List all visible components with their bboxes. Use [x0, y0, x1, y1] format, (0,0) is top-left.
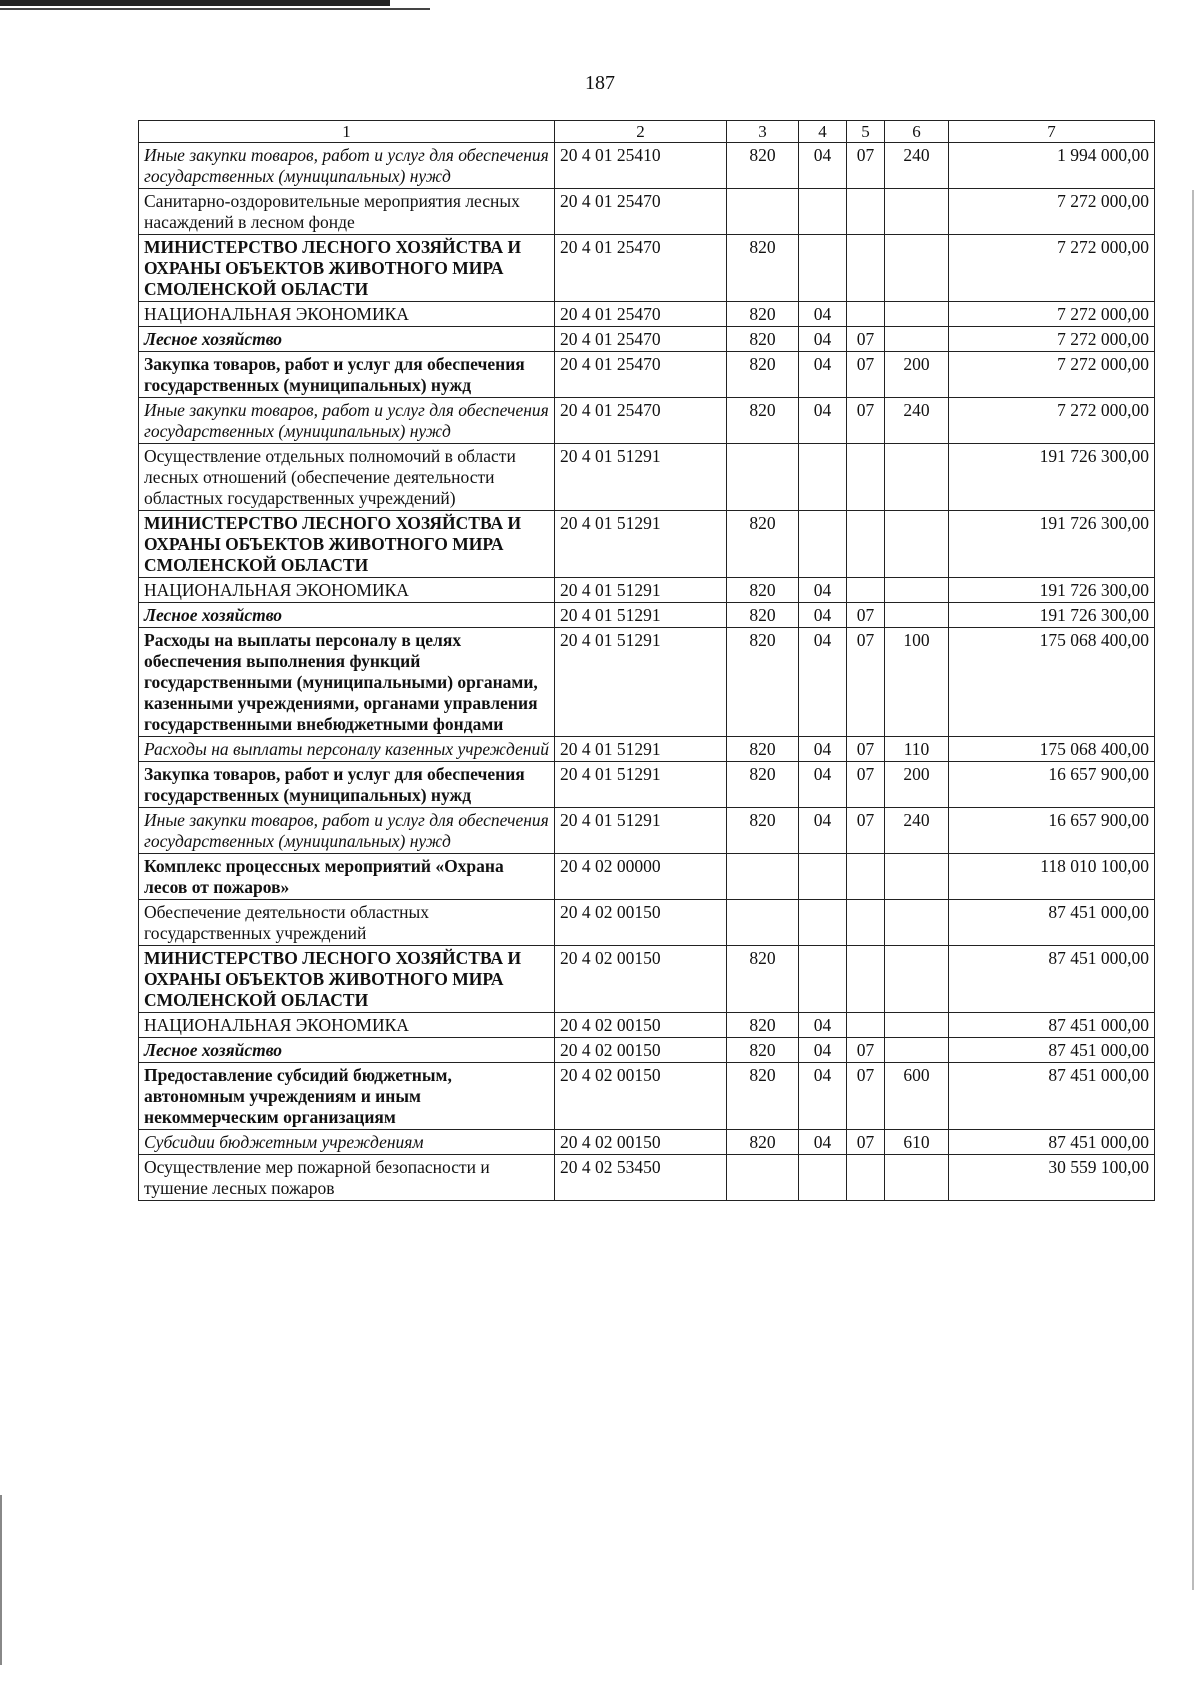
- row-expense-type-cell: [885, 511, 949, 578]
- table-row: [139, 444, 1155, 511]
- row-ministry-code-cell: [727, 189, 799, 235]
- table-row: [139, 1013, 1155, 1038]
- row-code-cell: 20 4 02 00150: [555, 900, 727, 946]
- row-ministry-code-cell: 820: [727, 302, 799, 327]
- row-amount-cell: 175 068 400,00: [949, 628, 1155, 737]
- row-section-cell: 04: [799, 352, 847, 398]
- row-expense-type-cell: 100: [885, 628, 949, 737]
- row-code-cell: 20 4 01 51291: [555, 737, 727, 762]
- row-subsection-cell: 07: [847, 398, 885, 444]
- row-section-cell: 04: [799, 737, 847, 762]
- row-section-cell: [799, 946, 847, 1013]
- row-subsection-cell: 07: [847, 603, 885, 628]
- row-expense-type-cell: [885, 327, 949, 352]
- row-section-cell: 04: [799, 302, 847, 327]
- row-subsection-cell: [847, 946, 885, 1013]
- row-code-cell: 20 4 02 00150: [555, 1038, 727, 1063]
- row-amount-cell: 191 726 300,00: [949, 511, 1155, 578]
- row-expense-type-cell: 110: [885, 737, 949, 762]
- row-section-cell: 04: [799, 628, 847, 737]
- header-col-3: 3: [727, 121, 799, 143]
- row-name-cell: Расходы на выплаты персоналу казенных учреждений: [139, 737, 555, 762]
- table-row: [139, 302, 1155, 327]
- row-ministry-code-cell: 820: [727, 327, 799, 352]
- table-row: [139, 1130, 1155, 1155]
- row-section-cell: 04: [799, 578, 847, 603]
- top-rule-thin: [0, 8, 430, 10]
- row-code-cell: 20 4 02 00150: [555, 1130, 727, 1155]
- row-code-cell: 20 4 02 00000: [555, 854, 727, 900]
- table-row: [139, 1155, 1155, 1201]
- row-ministry-code-cell: 820: [727, 808, 799, 854]
- row-subsection-cell: 07: [847, 143, 885, 189]
- row-amount-cell: 16 657 900,00: [949, 762, 1155, 808]
- row-amount-cell: 16 657 900,00: [949, 808, 1155, 854]
- row-subsection-cell: 07: [847, 352, 885, 398]
- row-ministry-code-cell: 820: [727, 1130, 799, 1155]
- table-row: [139, 1063, 1155, 1130]
- row-amount-cell: 7 272 000,00: [949, 235, 1155, 302]
- table-row: [139, 235, 1155, 302]
- row-expense-type-cell: [885, 1155, 949, 1201]
- row-subsection-cell: 07: [847, 1130, 885, 1155]
- row-section-cell: 04: [799, 1038, 847, 1063]
- table-row: [139, 628, 1155, 737]
- row-ministry-code-cell: 820: [727, 1013, 799, 1038]
- row-name-cell: Комплекс процессных мероприятий «Охрана лесов от пожаров»: [139, 854, 555, 900]
- row-subsection-cell: [847, 302, 885, 327]
- row-subsection-cell: 07: [847, 1038, 885, 1063]
- row-code-cell: 20 4 01 51291: [555, 511, 727, 578]
- table-row: [139, 762, 1155, 808]
- budget-table: [138, 120, 1155, 1201]
- row-expense-type-cell: 600: [885, 1063, 949, 1130]
- row-code-cell: 20 4 01 51291: [555, 603, 727, 628]
- row-ministry-code-cell: 820: [727, 1038, 799, 1063]
- page-number: 187: [585, 72, 615, 94]
- row-subsection-cell: [847, 1155, 885, 1201]
- row-section-cell: 04: [799, 398, 847, 444]
- row-ministry-code-cell: [727, 444, 799, 511]
- row-name-cell: Лесное хозяйство: [139, 327, 555, 352]
- row-code-cell: 20 4 02 00150: [555, 946, 727, 1013]
- row-section-cell: 04: [799, 603, 847, 628]
- row-name-cell: Санитарно-оздоровительные мероприятия лесных насаждений в лесном фонде: [139, 189, 555, 235]
- row-name-cell: Иные закупки товаров, работ и услуг для обеспечения государственных (муниципальных) нужд: [139, 398, 555, 444]
- row-amount-cell: 87 451 000,00: [949, 1063, 1155, 1130]
- row-code-cell: 20 4 01 25470: [555, 235, 727, 302]
- row-name-cell: МИНИСТЕРСТВО ЛЕСНОГО ХОЗЯЙСТВА И ОХРАНЫ ОБЪЕКТОВ ЖИВОТНОГО МИРА СМОЛЕНСКОЙ ОБЛАСТИ: [139, 235, 555, 302]
- header-col-4: 4: [799, 121, 847, 143]
- row-name-cell: МИНИСТЕРСТВО ЛЕСНОГО ХОЗЯЙСТВА И ОХРАНЫ ОБЪЕКТОВ ЖИВОТНОГО МИРА СМОЛЕНСКОЙ ОБЛАСТИ: [139, 511, 555, 578]
- row-subsection-cell: 07: [847, 737, 885, 762]
- row-subsection-cell: [847, 854, 885, 900]
- row-code-cell: 20 4 01 25470: [555, 327, 727, 352]
- row-amount-cell: 7 272 000,00: [949, 189, 1155, 235]
- row-section-cell: [799, 900, 847, 946]
- row-ministry-code-cell: 820: [727, 762, 799, 808]
- row-ministry-code-cell: 820: [727, 511, 799, 578]
- row-name-cell: Обеспечение деятельности областных государственных учреждений: [139, 900, 555, 946]
- table-row: [139, 900, 1155, 946]
- scan-edge-line: [1192, 190, 1194, 1590]
- table-header-row: [139, 121, 1155, 143]
- row-expense-type-cell: [885, 302, 949, 327]
- table-row: [139, 143, 1155, 189]
- row-expense-type-cell: 240: [885, 808, 949, 854]
- table-row: [139, 1038, 1155, 1063]
- row-subsection-cell: [847, 189, 885, 235]
- row-code-cell: 20 4 02 00150: [555, 1063, 727, 1130]
- row-ministry-code-cell: 820: [727, 603, 799, 628]
- row-expense-type-cell: [885, 603, 949, 628]
- row-amount-cell: 87 451 000,00: [949, 1038, 1155, 1063]
- row-section-cell: [799, 511, 847, 578]
- row-ministry-code-cell: [727, 900, 799, 946]
- row-section-cell: [799, 444, 847, 511]
- header-col-5: 5: [847, 121, 885, 143]
- row-ministry-code-cell: 820: [727, 628, 799, 737]
- table-row: [139, 352, 1155, 398]
- row-amount-cell: 7 272 000,00: [949, 302, 1155, 327]
- row-amount-cell: 87 451 000,00: [949, 900, 1155, 946]
- row-expense-type-cell: [885, 578, 949, 603]
- scan-margin-line: [0, 1495, 2, 1665]
- row-amount-cell: 1 994 000,00: [949, 143, 1155, 189]
- row-section-cell: 04: [799, 143, 847, 189]
- row-code-cell: 20 4 02 53450: [555, 1155, 727, 1201]
- row-code-cell: 20 4 01 25470: [555, 302, 727, 327]
- row-expense-type-cell: [885, 900, 949, 946]
- row-amount-cell: 191 726 300,00: [949, 603, 1155, 628]
- top-rule: [0, 0, 390, 6]
- header-col-2: 2: [555, 121, 727, 143]
- row-name-cell: Иные закупки товаров, работ и услуг для обеспечения государственных (муниципальных) нужд: [139, 808, 555, 854]
- table-row: [139, 603, 1155, 628]
- row-ministry-code-cell: 820: [727, 737, 799, 762]
- row-code-cell: 20 4 01 51291: [555, 628, 727, 737]
- row-section-cell: [799, 235, 847, 302]
- row-ministry-code-cell: 820: [727, 235, 799, 302]
- table-row: [139, 398, 1155, 444]
- table-row: [139, 578, 1155, 603]
- row-subsection-cell: [847, 511, 885, 578]
- row-subsection-cell: [847, 900, 885, 946]
- row-code-cell: 20 4 01 25470: [555, 398, 727, 444]
- row-subsection-cell: [847, 578, 885, 603]
- row-name-cell: Предоставление субсидий бюджетным, автономным учреждениям и иным некоммерческим организациям: [139, 1063, 555, 1130]
- header-col-7: 7: [949, 121, 1155, 143]
- row-code-cell: 20 4 02 00150: [555, 1013, 727, 1038]
- row-code-cell: 20 4 01 51291: [555, 444, 727, 511]
- row-name-cell: Расходы на выплаты персоналу в целях обеспечения выполнения функций государственными (муниципальными) органами, казенными учреждениями, органами управления государственными внебюджетными фондами: [139, 628, 555, 737]
- header-col-1: 1: [139, 121, 555, 143]
- row-name-cell: Осуществление мер пожарной безопасности и тушение лесных пожаров: [139, 1155, 555, 1201]
- row-amount-cell: 7 272 000,00: [949, 398, 1155, 444]
- row-section-cell: 04: [799, 1130, 847, 1155]
- table-row: [139, 511, 1155, 578]
- row-subsection-cell: [847, 1013, 885, 1038]
- row-expense-type-cell: [885, 1038, 949, 1063]
- row-subsection-cell: 07: [847, 808, 885, 854]
- row-expense-type-cell: [885, 444, 949, 511]
- row-ministry-code-cell: 820: [727, 398, 799, 444]
- row-ministry-code-cell: [727, 854, 799, 900]
- row-ministry-code-cell: [727, 1155, 799, 1201]
- table-row: [139, 189, 1155, 235]
- row-section-cell: 04: [799, 327, 847, 352]
- row-expense-type-cell: [885, 235, 949, 302]
- row-amount-cell: 191 726 300,00: [949, 578, 1155, 603]
- row-section-cell: [799, 854, 847, 900]
- row-name-cell: НАЦИОНАЛЬНАЯ ЭКОНОМИКА: [139, 578, 555, 603]
- row-amount-cell: 87 451 000,00: [949, 946, 1155, 1013]
- row-ministry-code-cell: 820: [727, 1063, 799, 1130]
- row-name-cell: Закупка товаров, работ и услуг для обеспечения государственных (муниципальных) нужд: [139, 762, 555, 808]
- table-row: [139, 854, 1155, 900]
- row-expense-type-cell: [885, 854, 949, 900]
- row-amount-cell: 7 272 000,00: [949, 352, 1155, 398]
- row-section-cell: 04: [799, 808, 847, 854]
- row-ministry-code-cell: 820: [727, 578, 799, 603]
- row-name-cell: МИНИСТЕРСТВО ЛЕСНОГО ХОЗЯЙСТВА И ОХРАНЫ ОБЪЕКТОВ ЖИВОТНОГО МИРА СМОЛЕНСКОЙ ОБЛАСТИ: [139, 946, 555, 1013]
- row-code-cell: 20 4 01 51291: [555, 808, 727, 854]
- row-amount-cell: 30 559 100,00: [949, 1155, 1155, 1201]
- row-code-cell: 20 4 01 25470: [555, 189, 727, 235]
- row-section-cell: 04: [799, 762, 847, 808]
- table-row: [139, 946, 1155, 1013]
- row-amount-cell: 191 726 300,00: [949, 444, 1155, 511]
- row-code-cell: 20 4 01 25410: [555, 143, 727, 189]
- row-amount-cell: 118 010 100,00: [949, 854, 1155, 900]
- row-name-cell: НАЦИОНАЛЬНАЯ ЭКОНОМИКА: [139, 1013, 555, 1038]
- row-section-cell: [799, 1155, 847, 1201]
- row-code-cell: 20 4 01 51291: [555, 578, 727, 603]
- row-expense-type-cell: [885, 189, 949, 235]
- row-expense-type-cell: [885, 946, 949, 1013]
- row-name-cell: Лесное хозяйство: [139, 1038, 555, 1063]
- row-subsection-cell: 07: [847, 762, 885, 808]
- row-subsection-cell: 07: [847, 628, 885, 737]
- row-amount-cell: 175 068 400,00: [949, 737, 1155, 762]
- table-row: [139, 808, 1155, 854]
- row-section-cell: [799, 189, 847, 235]
- row-expense-type-cell: 200: [885, 352, 949, 398]
- row-name-cell: Закупка товаров, работ и услуг для обеспечения государственных (муниципальных) нужд: [139, 352, 555, 398]
- row-expense-type-cell: 240: [885, 143, 949, 189]
- row-amount-cell: 87 451 000,00: [949, 1130, 1155, 1155]
- row-name-cell: Осуществление отдельных полномочий в области лесных отношений (обеспечение деятельности областных государственных учреждений): [139, 444, 555, 511]
- row-ministry-code-cell: 820: [727, 352, 799, 398]
- row-amount-cell: 7 272 000,00: [949, 327, 1155, 352]
- row-section-cell: 04: [799, 1013, 847, 1038]
- row-section-cell: 04: [799, 1063, 847, 1130]
- row-subsection-cell: [847, 444, 885, 511]
- row-name-cell: Иные закупки товаров, работ и услуг для обеспечения государственных (муниципальных) нужд: [139, 143, 555, 189]
- row-subsection-cell: [847, 235, 885, 302]
- row-subsection-cell: 07: [847, 327, 885, 352]
- row-code-cell: 20 4 01 25470: [555, 352, 727, 398]
- row-code-cell: 20 4 01 51291: [555, 762, 727, 808]
- row-expense-type-cell: 240: [885, 398, 949, 444]
- row-name-cell: НАЦИОНАЛЬНАЯ ЭКОНОМИКА: [139, 302, 555, 327]
- row-subsection-cell: 07: [847, 1063, 885, 1130]
- row-ministry-code-cell: 820: [727, 946, 799, 1013]
- row-name-cell: Лесное хозяйство: [139, 603, 555, 628]
- row-expense-type-cell: 200: [885, 762, 949, 808]
- table-row: [139, 737, 1155, 762]
- header-col-6: 6: [885, 121, 949, 143]
- row-amount-cell: 87 451 000,00: [949, 1013, 1155, 1038]
- row-expense-type-cell: [885, 1013, 949, 1038]
- row-expense-type-cell: 610: [885, 1130, 949, 1155]
- table-row: [139, 327, 1155, 352]
- row-name-cell: Субсидии бюджетным учреждениям: [139, 1130, 555, 1155]
- row-ministry-code-cell: 820: [727, 143, 799, 189]
